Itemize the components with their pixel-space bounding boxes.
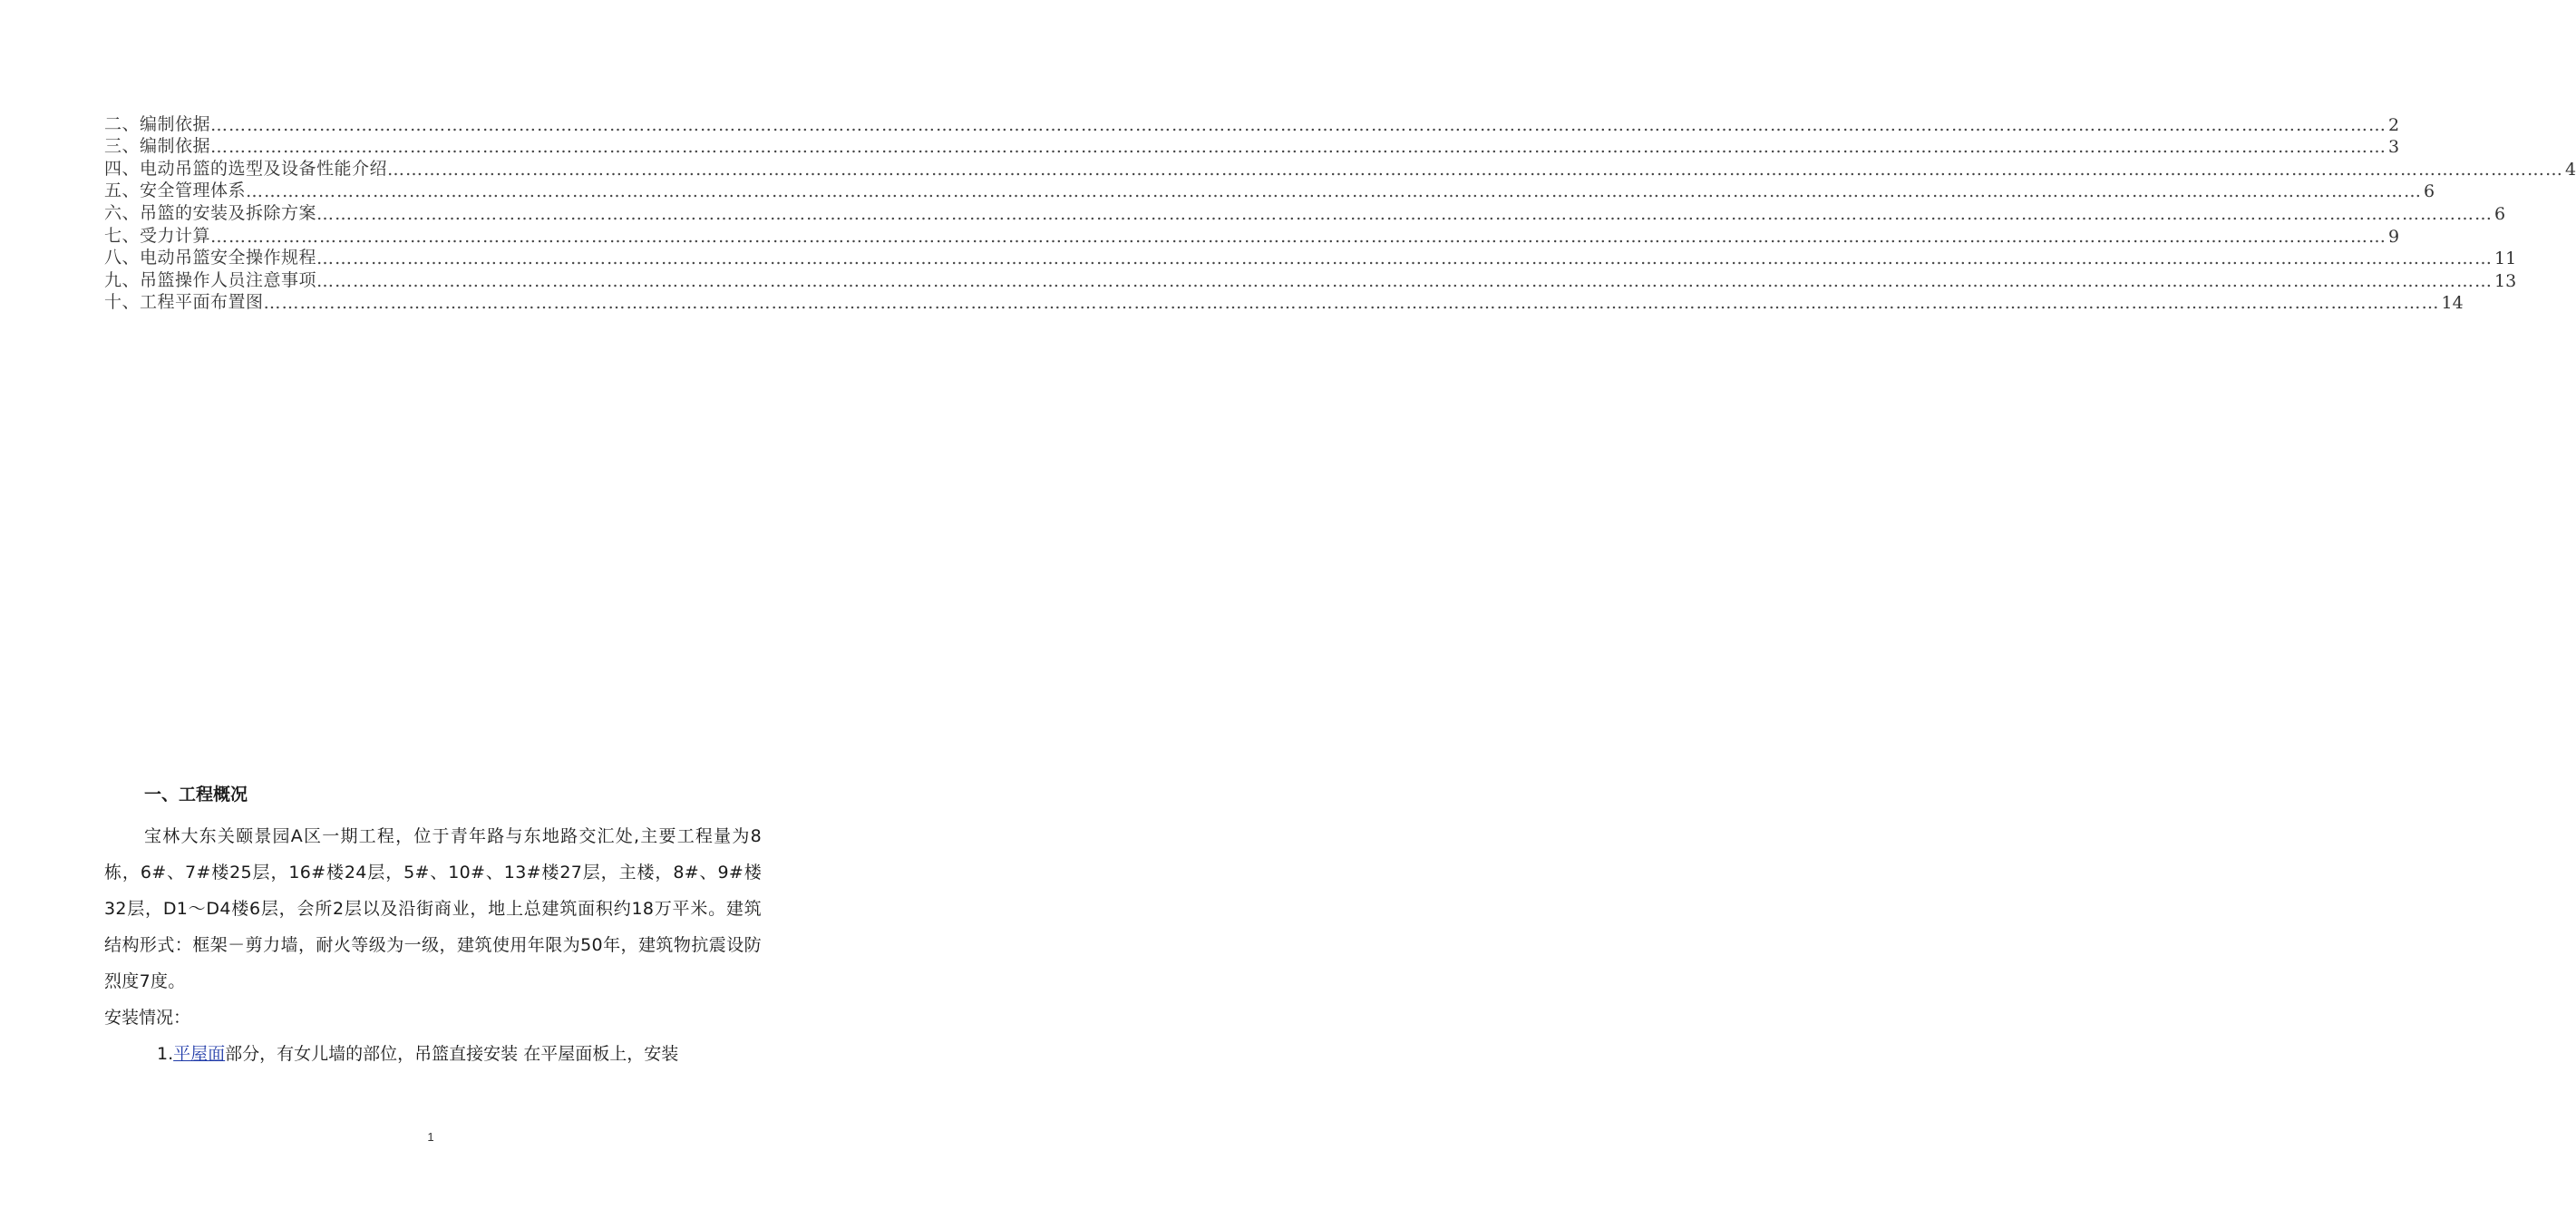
toc-entry-page-number: 3: [2388, 137, 2400, 158]
toc-entry-page-number: 2: [2388, 114, 2400, 135]
toc-entry[interactable]: [104, 180, 2435, 202]
toc-entry-title: 十、工程平面布置图: [104, 292, 264, 313]
toc-entry[interactable]: [104, 291, 2464, 314]
toc-entry[interactable]: [104, 224, 2400, 247]
toc-entry-title: 二、编制依据: [104, 113, 211, 134]
toc-dot-leader: ………………………………………………………………………………………………………………………………………………………………………………………………………………………………………………………………………………………………………………………………: [210, 226, 2387, 247]
install-label: 安装情况：: [104, 1008, 191, 1028]
toc-dot-leader: ………………………………………………………………………………………………………………………………………………………………………………………………………………………………………………………………………………………………………………………………: [246, 181, 2423, 202]
toc-dot-leader: ………………………………………………………………………………………………………………………………………………………………………………………………………………………………………………………………………………………………………………………………: [210, 137, 2387, 158]
list-number: 1.: [157, 1044, 174, 1064]
toc-dot-leader: ………………………………………………………………………………………………………………………………………………………………………………………………………………………………………………………………………………………………………………………………: [387, 159, 2564, 180]
overview-paragraph: 宝林大东关颐景园A区一期工程，位于青年路与东地路交汇处,主要工程量为8栋，6#、7#楼25层，16#楼24层，5#、10#、13#楼27层，主楼，8#、9#楼32层，D1～D4楼6层，会所2层以及沿街商业，地上总建筑面积约18万平米。建筑结构形式：框架－剪力墙，耐火等级为一级，建筑使用年限为50年，建筑物抗震设防烈度7度。: [104, 826, 762, 991]
list-item: [104, 1036, 762, 1072]
toc-dot-leader: ………………………………………………………………………………………………………………………………………………………………………………………………………………………………………………………………………………………………………………………………: [316, 249, 2493, 269]
toc-entry-title: 五、安全管理体系: [104, 180, 247, 201]
toc-entry[interactable]: [104, 157, 2576, 180]
toc-entry-title: 七、受力计算: [104, 225, 211, 246]
section-project-overview: [104, 776, 762, 1072]
toc-entry-page-number: 6: [2424, 181, 2435, 202]
toc-entry-title: 八、电动吊篮安全操作规程: [104, 248, 317, 268]
toc-entry-page-number: 14: [2441, 293, 2464, 314]
toc-entry-page-number: 6: [2494, 203, 2506, 224]
toc-entry-title: 四、电动吊篮的选型及设备性能介绍: [104, 158, 388, 179]
toc-entry-title: 三、编制依据: [104, 136, 211, 157]
table-of-contents: [104, 112, 2576, 314]
toc-entry[interactable]: [104, 135, 2400, 158]
toc-dot-leader: ………………………………………………………………………………………………………………………………………………………………………………………………………………………………………………………………………………………………………………………………: [316, 203, 2493, 224]
toc-dot-leader: ………………………………………………………………………………………………………………………………………………………………………………………………………………………………………………………………………………………………………………………………: [263, 293, 2440, 314]
toc-dot-leader: ………………………………………………………………………………………………………………………………………………………………………………………………………………………………………………………………………………………………………………………………: [316, 270, 2493, 291]
toc-entry-title: 六、吊篮的安装及拆除方案: [104, 202, 317, 223]
toc-entry-page-number: 4: [2565, 159, 2576, 180]
flat-roof-link[interactable]: 平屋面: [173, 1044, 226, 1064]
page-number: 1: [427, 1130, 434, 1144]
toc-entry-page-number: 9: [2388, 226, 2400, 247]
section-heading: 一、工程概况: [144, 785, 248, 805]
list-item-text: 部分，有女儿墙的部位，吊篮直接安装 在平屋面板上，安装: [225, 1044, 679, 1064]
toc-entry[interactable]: [104, 112, 2400, 135]
toc-entry[interactable]: [104, 247, 2517, 269]
toc-entry[interactable]: [104, 268, 2517, 291]
toc-entry-page-number: 13: [2494, 270, 2517, 291]
toc-entry-page-number: 11: [2494, 249, 2517, 269]
toc-entry-title: 九、吊篮操作人员注意事项: [104, 269, 317, 290]
toc-dot-leader: ………………………………………………………………………………………………………………………………………………………………………………………………………………………………………………………………………………………………………………………………: [210, 114, 2387, 135]
toc-entry[interactable]: [104, 201, 2506, 224]
